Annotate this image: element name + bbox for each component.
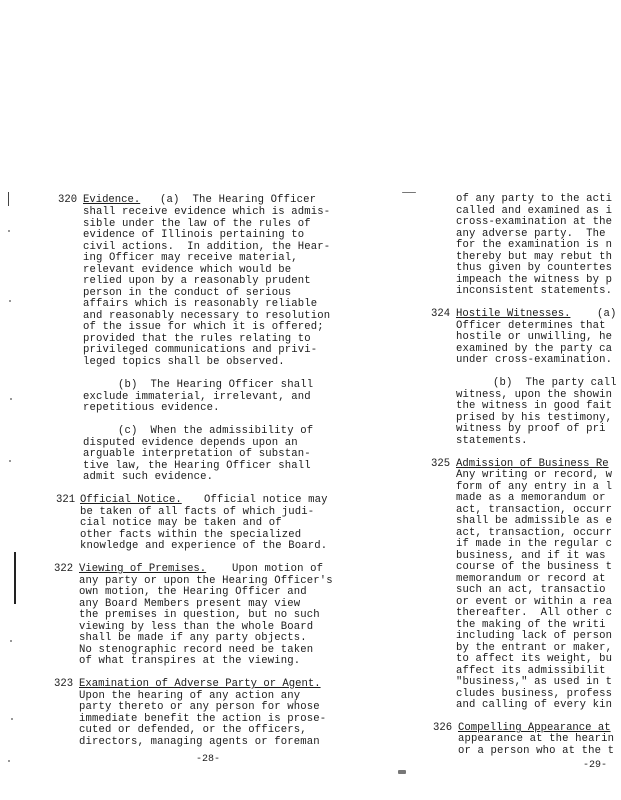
text-line: privileged communications and privi- (83, 344, 318, 356)
text-line: (a) (597, 308, 617, 320)
scan-margin-mark (14, 552, 16, 604)
text-line: under cross-examination. (456, 354, 613, 366)
text-line: to affect its weight, bu (456, 653, 613, 665)
text-line: the making of the writi (456, 619, 606, 631)
text-line: and calling of every kin (456, 699, 613, 711)
text-line: statements. (456, 435, 528, 447)
text-line: such an act, transactio (456, 584, 606, 596)
text-line: made as a memorandum or (456, 492, 606, 504)
text-line: impeach the witness by p (456, 274, 613, 286)
page-number-left: -28- (196, 754, 221, 765)
text-line: or event or within a rea (456, 596, 613, 608)
text-line: "business," as used in t (456, 676, 613, 688)
text-line: and reasonably necessary to resolution (83, 310, 331, 322)
text-line: arguable interpretation of substan- (83, 448, 311, 460)
text-line: Upon the hearing of any action any (79, 690, 301, 702)
text-line: witness by proof of pri (456, 423, 606, 435)
text-line: No stenographic record need be taken (79, 644, 314, 656)
text-line: Official notice may (204, 494, 328, 506)
text-line: shall be made if any party objects. (79, 632, 307, 644)
text-line: including lack of person (456, 630, 613, 642)
text-line: party thereto or any person for whose (79, 701, 320, 713)
scan-speck (10, 398, 12, 400)
text-line: shall receive evidence which is admis- (83, 206, 331, 218)
text-line: (c) When the admissibility of (118, 425, 314, 437)
text-line: Officer determines that (456, 320, 606, 332)
text-line: relied upon by a reasonably prudent (83, 275, 311, 287)
text-line: leged topics shall be observed. (83, 356, 285, 368)
text-line: prised by his testimony, (456, 412, 613, 424)
text-line: examined by the party ca (456, 343, 613, 355)
text-line: called and examined as i (456, 205, 613, 217)
text-line: if made in the regular c (456, 538, 613, 550)
text-line: own motion, the Hearing Officer and (79, 586, 307, 598)
section-number: 326 (433, 722, 453, 734)
text-line: business, and if it was (456, 550, 606, 562)
text-line: inconsistent statements. (456, 285, 613, 297)
text-line: admit such evidence. (83, 471, 214, 483)
text-line: act, transaction, occurr (456, 527, 613, 539)
scan-speck (8, 760, 10, 762)
section-number: 321 (56, 494, 76, 506)
text-line: shall be admissible as e (456, 515, 613, 527)
text-line: knowledge and experience of the Board. (80, 540, 328, 552)
text-line: directors, managing agents or foreman (79, 736, 320, 748)
scan-speck (11, 718, 13, 720)
text-line: (b) The party call (493, 377, 617, 389)
text-line: exclude immaterial, irrelevant, and (83, 391, 311, 403)
text-line: any adverse party. The (456, 228, 606, 240)
text-line: disputed evidence depends upon an (83, 437, 298, 449)
text-line: witness, upon the showin (456, 389, 613, 401)
text-line: viewing by less than the whole Board (79, 621, 314, 633)
section-number: 324 (431, 308, 451, 320)
text-line: immediate benefit the action is prose- (79, 713, 327, 725)
text-line: Any writing or record, w (456, 469, 613, 481)
text-line: sible under the law of the rules of (83, 218, 311, 230)
section-number: 322 (54, 563, 74, 575)
text-line: the premises in question, but no such (79, 609, 320, 621)
section-heading: Admission of Business Re (456, 458, 609, 470)
text-line: thereby but may rebut th (456, 251, 613, 263)
text-line: form of any entry in a l (456, 481, 613, 493)
text-line: thus given by countertes (456, 262, 613, 274)
section-heading: Official Notice. (80, 494, 182, 506)
text-line: other facts within the specialized (80, 529, 302, 541)
section-number: 320 (58, 194, 78, 206)
text-line: appearance at the hearin (458, 733, 615, 745)
page-number-right: -29- (583, 760, 608, 771)
text-line: act, transaction, occurr (456, 504, 613, 516)
section-heading: Hostile Witnesses. (456, 308, 571, 320)
section-heading: Evidence. (83, 194, 141, 206)
text-line: affairs which is reasonably reliable (83, 298, 318, 310)
text-line: cludes business, profess (456, 688, 613, 700)
text-line: be taken of all facts of which judi- (80, 506, 315, 518)
text-line: affect its admissibilit (456, 665, 606, 677)
text-line: the witness in good fait (456, 400, 613, 412)
text-line: provided that the rules relating to (83, 333, 311, 345)
text-line: relevant evidence which would be (83, 264, 292, 276)
scan-speck (8, 230, 10, 232)
text-line: course of the business t (456, 561, 613, 573)
text-line: (a) The Hearing Officer (160, 194, 317, 206)
text-line: memorandum or record at (456, 573, 606, 585)
text-line: Upon motion of (232, 563, 324, 575)
section-heading: Examination of Adverse Party or Agent. (79, 678, 321, 690)
text-line: or a person who at the t (458, 745, 615, 757)
section-number: 325 (431, 458, 451, 470)
text-line: of any party to the acti (456, 193, 613, 205)
text-line: hostile or unwilling, he (456, 331, 613, 343)
text-line: thereafter. All other c (456, 607, 613, 619)
section-heading: Viewing of Premises. (79, 563, 207, 575)
text-line: (b) The Hearing Officer shall (118, 379, 314, 391)
text-line: evidence of Illinois pertaining to (83, 229, 305, 241)
section-heading: Compelling Appearance at (458, 722, 611, 734)
scan-speck (9, 300, 11, 302)
text-line: tive law, the Hearing Officer shall (83, 460, 311, 472)
text-line: any Board Members present may view (79, 598, 301, 610)
text-line: cross-examination at the (456, 216, 613, 228)
text-line: cial notice may be taken and of (80, 517, 282, 529)
text-line: of the issue for which it is offered; (83, 321, 324, 333)
scan-speck (402, 192, 416, 193)
text-line: by the entrant or maker, (456, 642, 613, 654)
section-number: 323 (54, 678, 74, 690)
text-line: repetitious evidence. (83, 402, 220, 414)
text-line: of what transpires at the viewing. (79, 655, 301, 667)
text-line: for the examination is n (456, 239, 613, 251)
scan-speck (10, 640, 12, 642)
text-line: cuted or defended, or the officers, (79, 724, 307, 736)
scan-speck (398, 770, 406, 774)
text-line: person in the conduct of serious (83, 287, 292, 299)
text-line: ing Officer may receive material, (83, 252, 298, 264)
text-line: any party or upon the Hearing Officer's (79, 575, 333, 587)
scan-speck (9, 460, 11, 462)
text-line: civil actions. In addition, the Hear- (83, 241, 331, 253)
scan-margin-mark (8, 192, 9, 206)
